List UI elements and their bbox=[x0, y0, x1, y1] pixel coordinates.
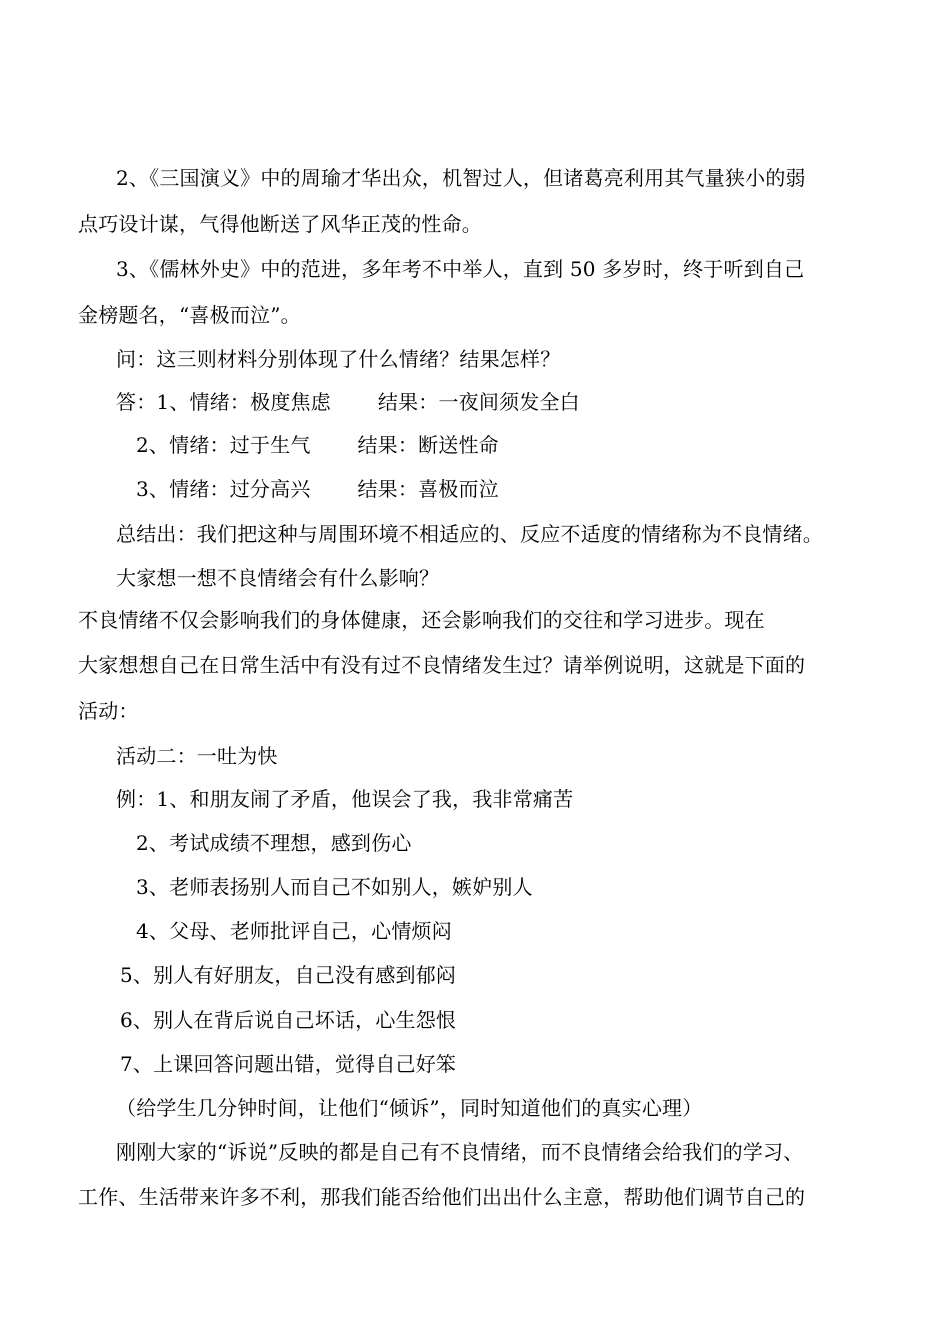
paragraph-line: （给学生几分钟时间，让他们“倾诉”，同时知道他们的真实心理） bbox=[116, 1096, 703, 1120]
paragraph-line: 答：1、情绪：极度焦虑 结果：一夜间须发全白 bbox=[116, 390, 580, 414]
paragraph-line: 7、上课回答问题出错，觉得自己好笨 bbox=[120, 1052, 457, 1076]
paragraph-line: 金榜题名，“喜极而泣”。 bbox=[78, 303, 301, 327]
paragraph-line: 5、别人有好朋友，自己没有感到郁闷 bbox=[120, 963, 457, 987]
paragraph-line: 大家想一想不良情绪会有什么影响？ bbox=[116, 566, 440, 590]
paragraph-line: 工作、生活带来许多不利，那我们能否给他们出出什么主意，帮助他们调节自己的 bbox=[78, 1185, 806, 1209]
paragraph-line: 2、《三国演义》中的周瑜才华出众，机智过人，但诸葛亮利用其气量狭小的弱 bbox=[116, 166, 806, 190]
paragraph-line: 活动二：一吐为快 bbox=[116, 744, 278, 768]
paragraph-line: 3、老师表扬别人而自己不如别人，嫉妒别人 bbox=[136, 875, 533, 899]
paragraph-line: 问：这三则材料分别体现了什么情绪？结果怎样？ bbox=[116, 347, 561, 371]
paragraph-line: 3、《儒林外史》中的范进，多年考不中举人，直到 50 多岁时，终于听到自己 bbox=[116, 257, 805, 281]
paragraph-line: 刚刚大家的“诉说”反映的都是自己有不良情绪，而不良情绪会给我们的学习、 bbox=[116, 1140, 804, 1164]
paragraph-line: 点巧设计谋，气得他断送了风华正茂的性命。 bbox=[78, 212, 482, 236]
paragraph-line: 6、别人在背后说自己坏话，心生怨恨 bbox=[120, 1008, 457, 1032]
paragraph-line: 不良情绪不仅会影响我们的身体健康，还会影响我们的交往和学习进步。现在 bbox=[78, 608, 765, 632]
paragraph-line: 总结出：我们把这种与周围环境不相适应的、反应不适度的情绪称为不良情绪。 bbox=[116, 522, 823, 546]
paragraph-line: 4、父母、老师批评自己，心情烦闷 bbox=[136, 919, 452, 943]
paragraph-line: 活动： bbox=[78, 699, 139, 723]
paragraph-line: 2、情绪：过于生气 结果：断送性命 bbox=[136, 433, 499, 457]
paragraph-line: 2、考试成绩不理想，感到伤心 bbox=[136, 831, 412, 855]
paragraph-line: 例：1、和朋友闹了矛盾，他误会了我，我非常痛苦 bbox=[116, 787, 574, 811]
paragraph-line: 大家想想自己在日常生活中有没有过不良情绪发生过？请举例说明，这就是下面的 bbox=[78, 653, 806, 677]
paragraph-line: 3、情绪：过分高兴 结果：喜极而泣 bbox=[136, 477, 499, 501]
